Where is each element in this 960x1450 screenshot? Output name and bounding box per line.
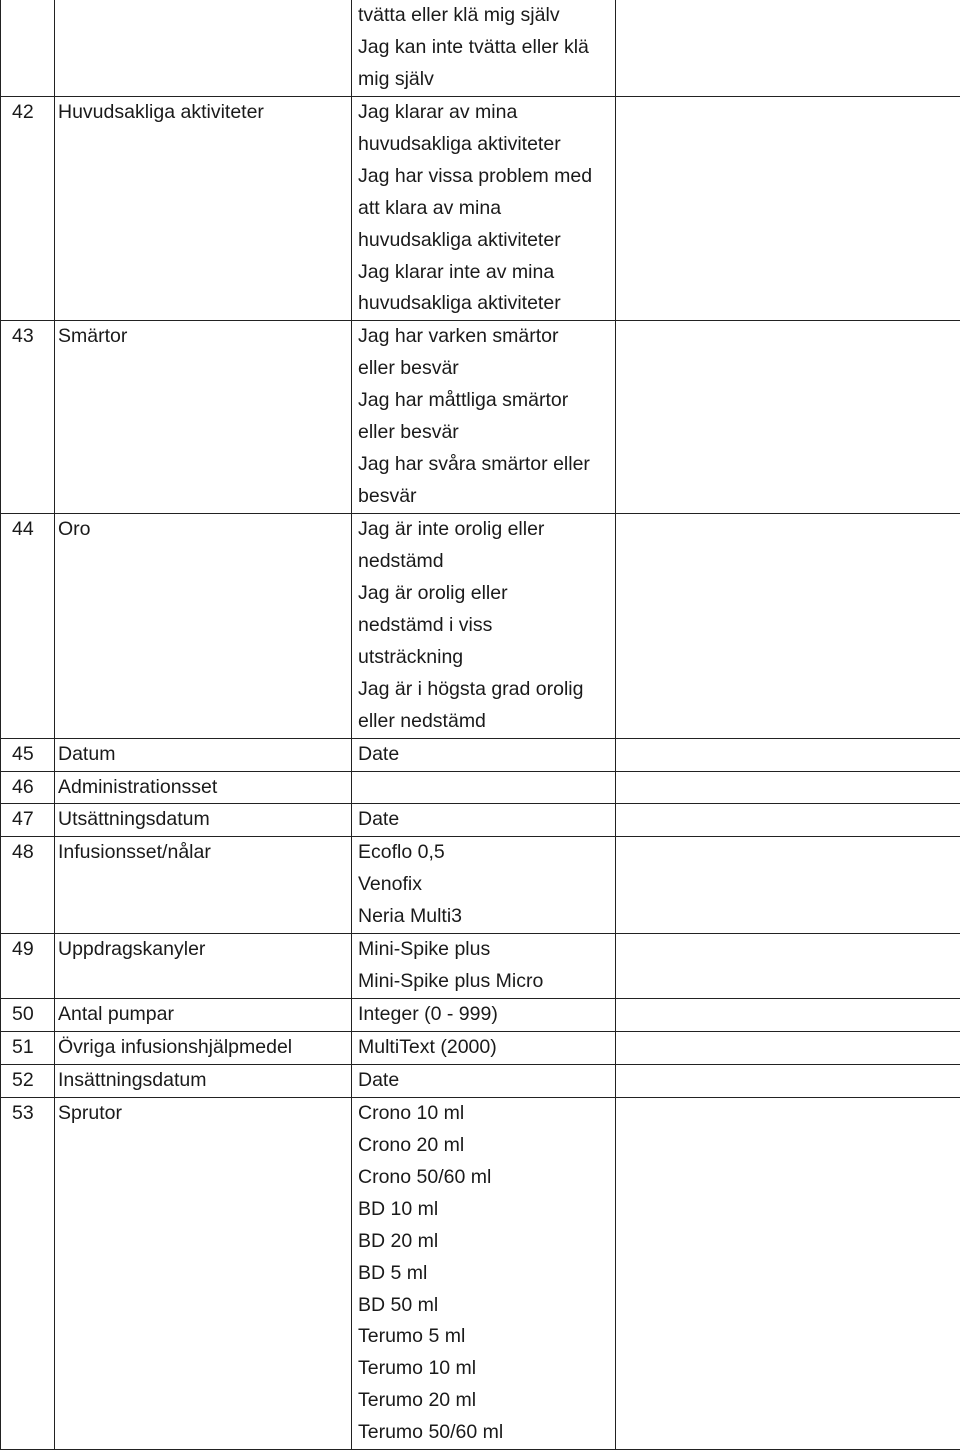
field-name: Oro bbox=[58, 514, 351, 546]
table-row bbox=[1, 771, 960, 804]
field-value-line: Date bbox=[358, 804, 615, 836]
field-value-line: nedstämd bbox=[358, 546, 615, 578]
empty-cell bbox=[616, 837, 960, 934]
field-name-cell bbox=[55, 804, 352, 837]
empty-cell bbox=[616, 1032, 960, 1065]
field-name-cell bbox=[55, 837, 352, 934]
field-value-line: BD 20 ml bbox=[358, 1226, 615, 1258]
field-value-line: Crono 10 ml bbox=[358, 1098, 615, 1130]
field-value-line: Jag är inte orolig eller bbox=[358, 514, 615, 546]
field-value-line: MultiText (2000) bbox=[358, 1032, 615, 1064]
field-value-line: huvudsakliga aktiviteter bbox=[358, 225, 615, 257]
field-value-line: Mini-Spike plus Micro bbox=[358, 966, 615, 998]
field-name-cell bbox=[55, 96, 352, 321]
field-name-cell bbox=[55, 1064, 352, 1097]
table-row bbox=[1, 804, 960, 837]
field-values-cell bbox=[352, 1097, 616, 1449]
row-number-cell bbox=[1, 804, 55, 837]
field-name: Datum bbox=[58, 739, 351, 771]
table-row bbox=[1, 999, 960, 1032]
row-number: 43 bbox=[12, 321, 54, 353]
row-number: 46 bbox=[12, 772, 54, 804]
field-value-line: Terumo 10 ml bbox=[358, 1353, 615, 1385]
field-values-cell bbox=[352, 1032, 616, 1065]
field-name: Uppdragskanyler bbox=[58, 934, 351, 966]
empty-cell bbox=[616, 804, 960, 837]
table-row bbox=[1, 96, 960, 321]
row-number-cell bbox=[1, 1064, 55, 1097]
field-value-line: besvär bbox=[358, 481, 615, 513]
field-value-line: eller besvär bbox=[358, 417, 615, 449]
row-number-cell bbox=[1, 321, 55, 514]
empty-cell bbox=[616, 999, 960, 1032]
empty-cell bbox=[616, 771, 960, 804]
field-value-line: Terumo 20 ml bbox=[358, 1385, 615, 1417]
row-number-cell bbox=[1, 514, 55, 739]
table-row bbox=[1, 514, 960, 739]
row-number: 48 bbox=[12, 837, 54, 869]
field-value-line: utsträckning bbox=[358, 642, 615, 674]
field-value-line: Mini-Spike plus bbox=[358, 934, 615, 966]
field-value-line: BD 10 ml bbox=[358, 1194, 615, 1226]
empty-cell bbox=[616, 1064, 960, 1097]
empty-cell bbox=[616, 1097, 960, 1449]
field-value-line: Jag har varken smärtor bbox=[358, 321, 615, 353]
field-values-cell bbox=[352, 1064, 616, 1097]
row-number-cell bbox=[1, 738, 55, 771]
field-value-line: Jag har måttliga smärtor bbox=[358, 385, 615, 417]
field-value-line: att klara av mina bbox=[358, 193, 615, 225]
field-value-line: BD 5 ml bbox=[358, 1258, 615, 1290]
field-value-line: huvudsakliga aktiviteter bbox=[358, 288, 615, 320]
row-number: 49 bbox=[12, 934, 54, 966]
row-number bbox=[12, 0, 54, 32]
field-name-cell bbox=[55, 999, 352, 1032]
row-number-cell bbox=[1, 771, 55, 804]
row-number-cell bbox=[1, 1097, 55, 1449]
field-values-cell bbox=[352, 321, 616, 514]
field-name-cell bbox=[55, 1097, 352, 1449]
field-value-line: BD 50 ml bbox=[358, 1290, 615, 1322]
field-values-cell bbox=[352, 804, 616, 837]
table-row bbox=[1, 1097, 960, 1449]
empty-cell bbox=[616, 934, 960, 999]
field-values-cell bbox=[352, 738, 616, 771]
row-number: 50 bbox=[12, 999, 54, 1031]
field-values-cell bbox=[352, 837, 616, 934]
field-value-line: eller nedstämd bbox=[358, 706, 615, 738]
table-row bbox=[1, 738, 960, 771]
field-value-line: eller besvär bbox=[358, 353, 615, 385]
field-name: Insättningsdatum bbox=[58, 1065, 351, 1097]
row-number-cell bbox=[1, 0, 55, 96]
field-name-cell bbox=[55, 771, 352, 804]
field-value-line: Crono 50/60 ml bbox=[358, 1162, 615, 1194]
row-number-cell bbox=[1, 934, 55, 999]
field-name: Utsättningsdatum bbox=[58, 804, 351, 836]
field-name: Smärtor bbox=[58, 321, 351, 353]
field-name-cell bbox=[55, 1032, 352, 1065]
field-value-line: Venofix bbox=[358, 869, 615, 901]
field-values-cell bbox=[352, 999, 616, 1032]
row-number: 52 bbox=[12, 1065, 54, 1097]
empty-cell bbox=[616, 738, 960, 771]
table-row bbox=[1, 1032, 960, 1065]
field-value-line: Date bbox=[358, 1065, 615, 1097]
field-value-line: tvätta eller klä mig själv bbox=[358, 0, 615, 32]
field-value-line: nedstämd i viss bbox=[358, 610, 615, 642]
field-name-cell bbox=[55, 514, 352, 739]
field-values-cell bbox=[352, 934, 616, 999]
field-value-line: Integer (0 - 999) bbox=[358, 999, 615, 1031]
field-name-cell bbox=[55, 934, 352, 999]
field-values-cell bbox=[352, 96, 616, 321]
table-row bbox=[1, 1064, 960, 1097]
field-name: Övriga infusionshjälpmedel bbox=[58, 1032, 351, 1064]
empty-cell bbox=[616, 321, 960, 514]
field-value-line: Terumo 5 ml bbox=[358, 1321, 615, 1353]
field-value-line: mig själv bbox=[358, 64, 615, 96]
table-row bbox=[1, 0, 960, 96]
field-name-cell bbox=[55, 0, 352, 96]
field-value-line: Jag klarar av mina bbox=[358, 97, 615, 129]
row-number: 45 bbox=[12, 739, 54, 771]
field-value-line: Neria Multi3 bbox=[358, 901, 615, 933]
field-name: Infusionsset/nålar bbox=[58, 837, 351, 869]
field-values-cell bbox=[352, 0, 616, 96]
field-value-line bbox=[358, 772, 615, 804]
table-row bbox=[1, 934, 960, 999]
field-value-line: Terumo 50/60 ml bbox=[358, 1417, 615, 1449]
field-name-cell bbox=[55, 321, 352, 514]
field-name: Huvudsakliga aktiviteter bbox=[58, 97, 351, 129]
field-value-line: Crono 20 ml bbox=[358, 1130, 615, 1162]
field-value-line: Jag har svåra smärtor eller bbox=[358, 449, 615, 481]
field-value-line: Jag klarar inte av mina bbox=[358, 257, 615, 289]
row-number: 51 bbox=[12, 1032, 54, 1064]
field-value-line: Date bbox=[358, 739, 615, 771]
field-value-line: Ecoflo 0,5 bbox=[358, 837, 615, 869]
row-number-cell bbox=[1, 1032, 55, 1065]
field-name: Sprutor bbox=[58, 1098, 351, 1130]
table-row bbox=[1, 321, 960, 514]
field-value-line: Jag har vissa problem med bbox=[358, 161, 615, 193]
row-number: 44 bbox=[12, 514, 54, 546]
field-name bbox=[58, 0, 351, 32]
row-number-cell bbox=[1, 96, 55, 321]
field-value-line: huvudsakliga aktiviteter bbox=[358, 129, 615, 161]
row-number-cell bbox=[1, 837, 55, 934]
variable-table-body bbox=[1, 0, 960, 1450]
field-value-line: Jag är orolig eller bbox=[358, 578, 615, 610]
empty-cell bbox=[616, 0, 960, 96]
field-value-line: Jag är i högsta grad orolig bbox=[358, 674, 615, 706]
row-number: 42 bbox=[12, 97, 54, 129]
field-name-cell bbox=[55, 738, 352, 771]
table-row bbox=[1, 837, 960, 934]
row-number-cell bbox=[1, 999, 55, 1032]
empty-cell bbox=[616, 96, 960, 321]
field-name: Administrationsset bbox=[58, 772, 351, 804]
field-values-cell bbox=[352, 514, 616, 739]
row-number: 47 bbox=[12, 804, 54, 836]
field-name: Antal pumpar bbox=[58, 999, 351, 1031]
row-number: 53 bbox=[12, 1098, 54, 1130]
field-values-cell bbox=[352, 771, 616, 804]
empty-cell bbox=[616, 514, 960, 739]
field-value-line: Jag kan inte tvätta eller klä bbox=[358, 32, 615, 64]
